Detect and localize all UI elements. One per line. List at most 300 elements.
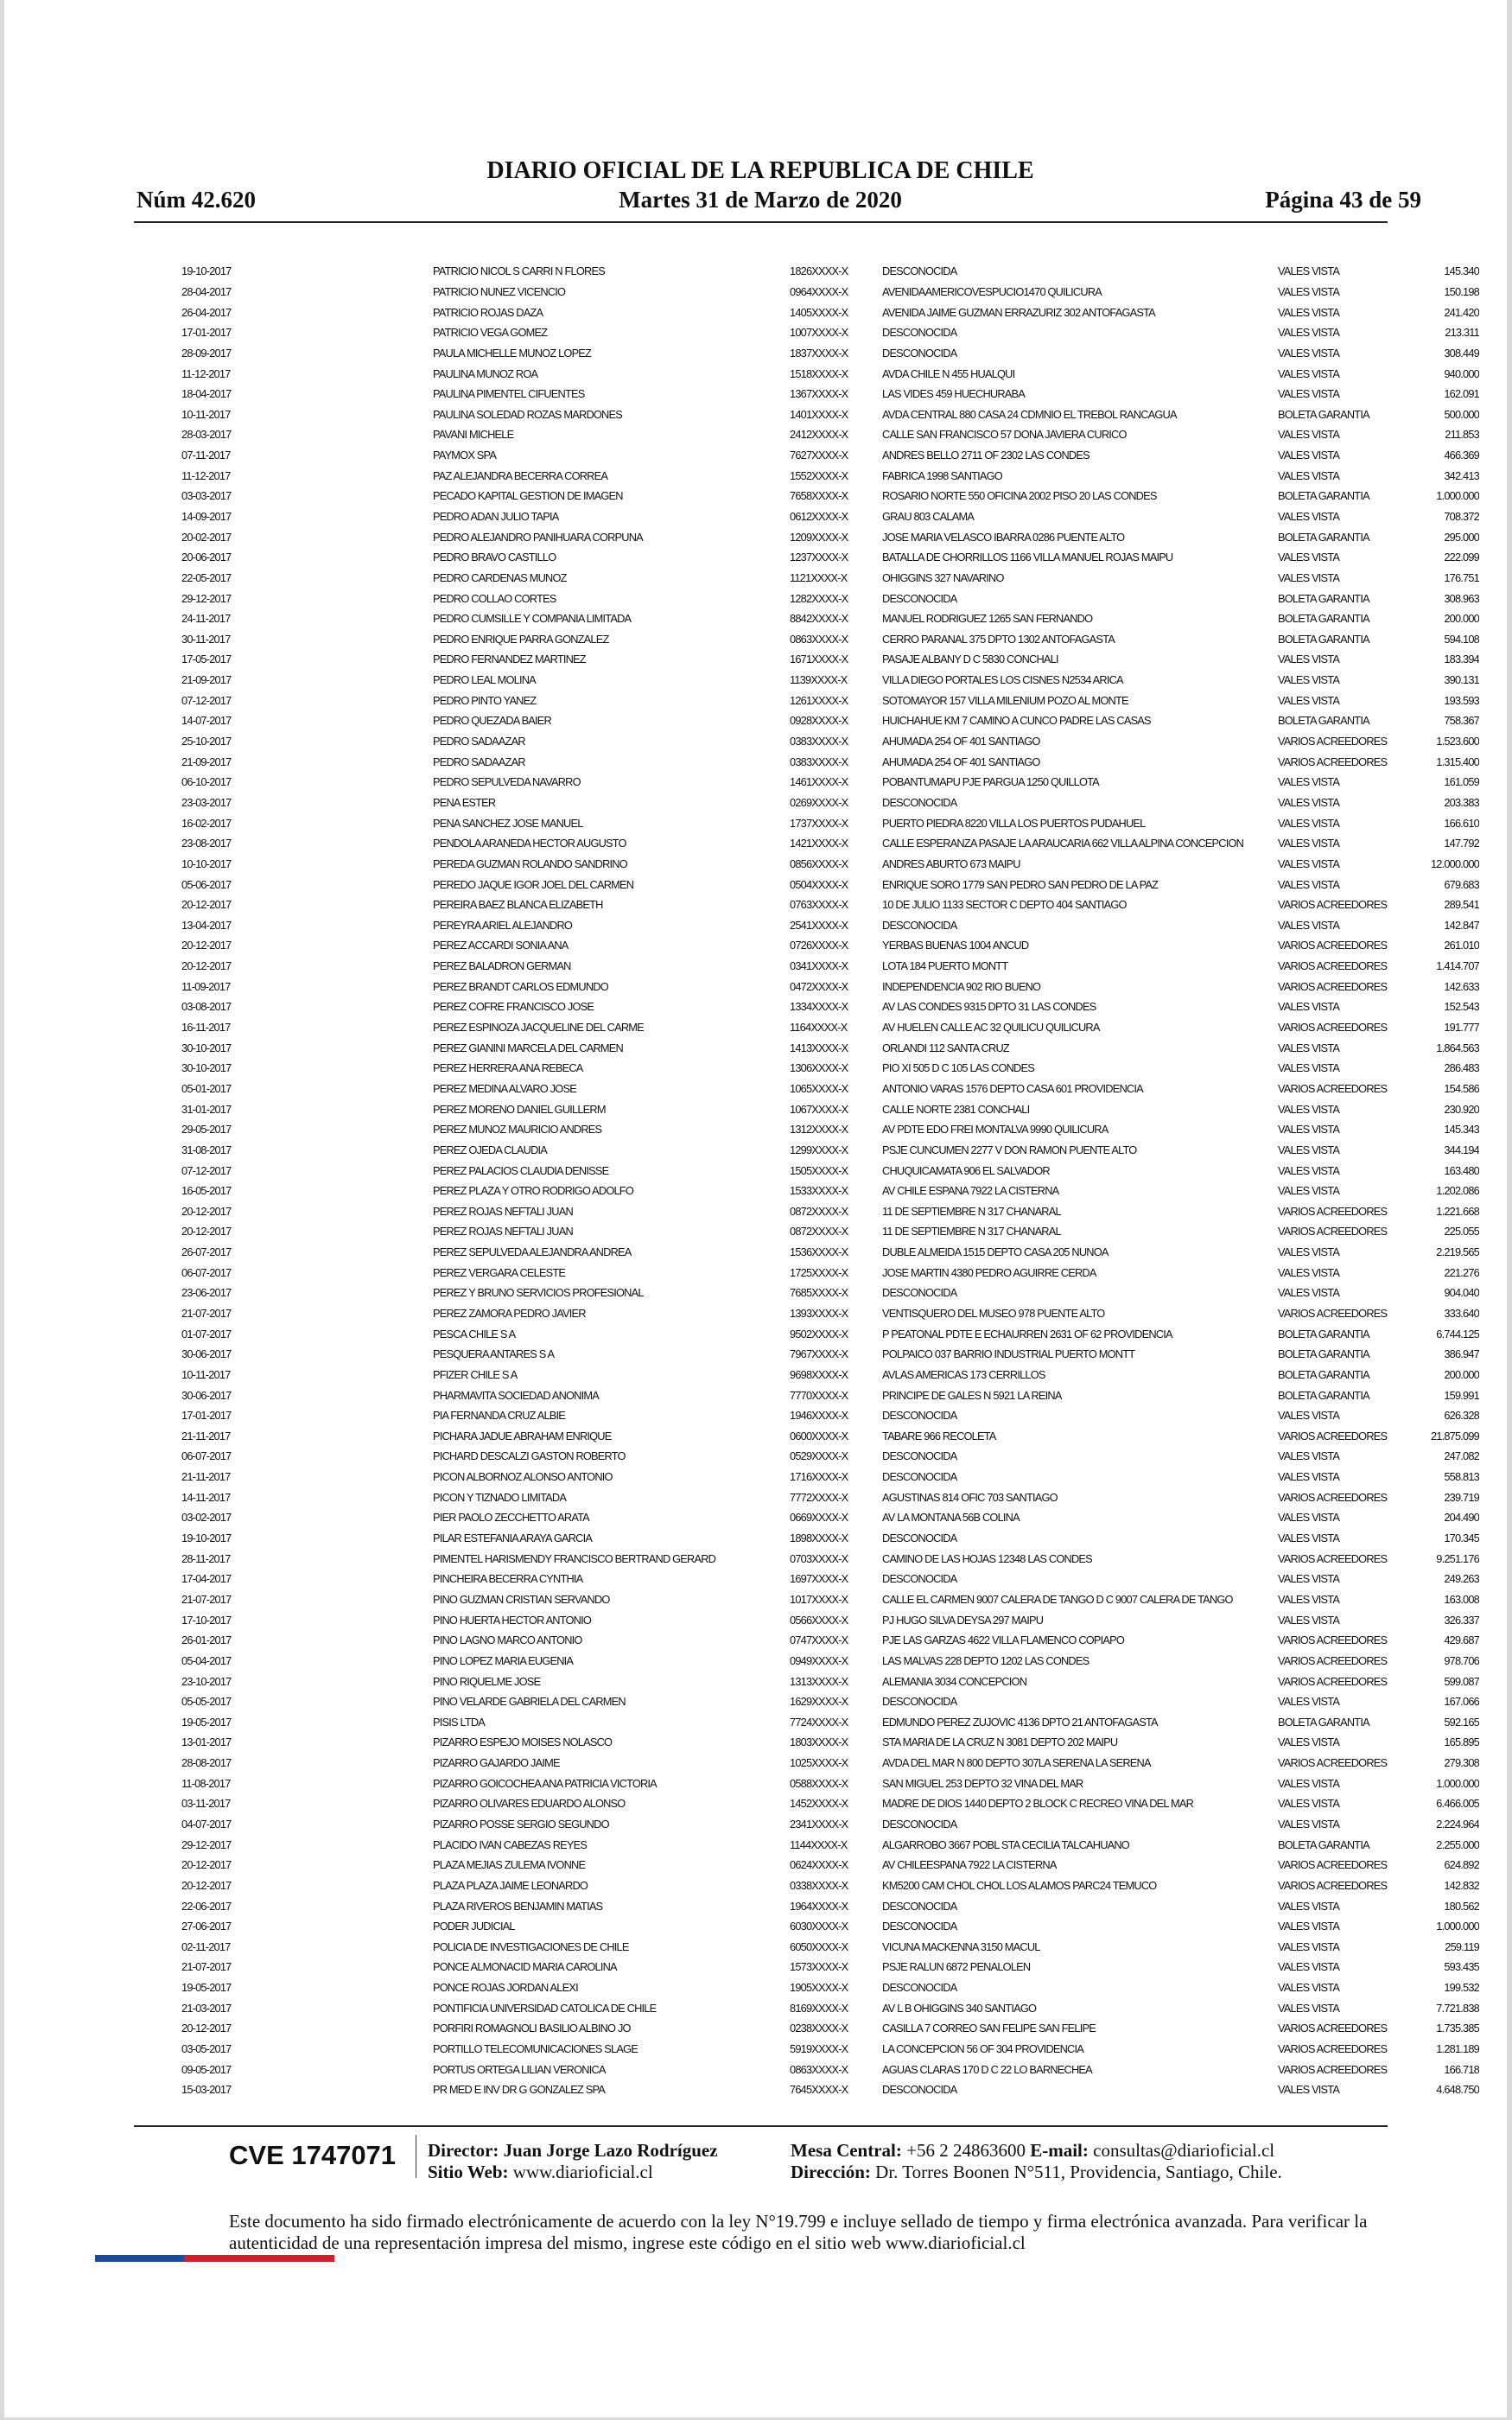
row-instrument: VALES VISTA: [1278, 857, 1340, 870]
row-address: AVDA CHILE N 455 HUALQUI: [882, 366, 1015, 380]
row-instrument: VALES VISTA: [1278, 428, 1340, 442]
row-date: 03-03-2017: [181, 489, 232, 503]
row-rut: 1452XXXX-X: [790, 1797, 848, 1811]
row-instrument: BOLETA GARANTIA: [1278, 1388, 1369, 1402]
row-name: PIZARRO POSSE SERGIO SEGUNDO: [433, 1818, 609, 1831]
row-date: 31-01-2017: [181, 1102, 232, 1116]
table-row: [4, 1303, 1479, 1324]
row-name: PEDRO CARDENAS MUNOZ: [433, 570, 567, 584]
row-date: 28-11-2017: [181, 1551, 231, 1565]
row-amount: 626.328: [1444, 1409, 1479, 1423]
row-date: 28-09-2017: [181, 346, 232, 360]
row-rut: 0566XXXX-X: [790, 1613, 848, 1627]
row-address: SOTOMAYOR 157 VILLA MILENIUM POZO AL MONTE: [882, 693, 1128, 707]
row-address: AGUSTINAS 814 OFIC 703 SANTIAGO: [882, 1490, 1058, 1504]
row-rut: 1725XXXX-X: [790, 1265, 848, 1279]
table-row: [4, 854, 1479, 875]
row-instrument: VALES VISTA: [1278, 1981, 1340, 1995]
row-address: CAMINO DE LAS HOJAS 12348 LAS CONDES: [882, 1551, 1092, 1565]
row-instrument: VALES VISTA: [1278, 653, 1340, 666]
row-address: POLPAICO 037 BARRIO INDUSTRIAL PUERTO MONTT: [882, 1347, 1135, 1361]
table-row: [4, 1528, 1479, 1549]
row-address: CALLE NORTE 2381 CONCHALI: [882, 1102, 1030, 1116]
row-instrument: VALES VISTA: [1278, 673, 1340, 687]
row-address: AV CHILE ESPANA 7922 LA CISTERNA: [882, 1184, 1059, 1198]
row-instrument: VALES VISTA: [1278, 264, 1340, 278]
row-address: BATALLA DE CHORRILLOS 1166 VILLA MANUEL ROJAS MAIPU: [882, 551, 1173, 564]
row-name: PESQUERA ANTARES S A: [433, 1347, 555, 1361]
row-amount: 261.010: [1444, 939, 1479, 952]
site-link[interactable]: www.diarioficial.cl: [512, 2162, 653, 2182]
row-address: AVDA CENTRAL 880 CASA 24 CDMNIO EL TREBOL RANCAGUA: [882, 407, 1177, 421]
row-rut: 1367XXXX-X: [790, 387, 848, 401]
row-instrument: VALES VISTA: [1278, 877, 1340, 891]
row-rut: 0872XXXX-X: [790, 1204, 848, 1218]
row-date: 20-12-2017: [181, 898, 232, 912]
row-address: GRAU 803 CALAMA: [882, 510, 975, 523]
row-name: PEDRO ADAN JULIO TAPIA: [433, 510, 559, 523]
table-row: [4, 1957, 1479, 1977]
row-rut: 1209XXXX-X: [790, 530, 848, 544]
row-instrument: VARIOS ACREEDORES: [1278, 2062, 1388, 2076]
row-address: VILLA DIEGO PORTALES LOS CISNES N2534 ARICA: [882, 673, 1123, 687]
row-rut: 0529XXXX-X: [790, 1449, 848, 1463]
table-row: [4, 956, 1479, 977]
row-instrument: VALES VISTA: [1278, 1592, 1340, 1606]
row-amount: 12.000.000: [1430, 857, 1479, 870]
table-row: [4, 1099, 1479, 1119]
table-row: [4, 445, 1479, 466]
row-instrument: BOLETA GARANTIA: [1278, 1715, 1369, 1729]
row-amount: 326.337: [1444, 1613, 1479, 1627]
row-date: 19-10-2017: [181, 1532, 232, 1545]
row-instrument: VALES VISTA: [1278, 693, 1340, 707]
row-address: ANDRES BELLO 2711 OF 2302 LAS CONDES: [882, 449, 1090, 462]
row-instrument: VALES VISTA: [1278, 468, 1340, 482]
row-date: 16-02-2017: [181, 816, 232, 830]
row-amount: 259.119: [1445, 1939, 1479, 1953]
row-name: PEDRO LEAL MOLINA: [433, 673, 536, 687]
row-amount: 7.721.838: [1436, 2001, 1479, 2015]
row-amount: 176.751: [1444, 570, 1479, 584]
row-rut: 9502XXXX-X: [790, 1327, 848, 1341]
row-name: PINO LAGNO MARCO ANTONIO: [433, 1634, 582, 1647]
row-amount: 308.963: [1444, 591, 1479, 605]
row-address: DUBLE ALMEIDA 1515 DEPTO CASA 205 NUNOA: [882, 1245, 1109, 1259]
row-address: DESCONOCIDA: [882, 1532, 957, 1545]
table-row: [4, 1344, 1479, 1365]
row-name: PATRICIO NICOL S CARRI N FLORES: [433, 264, 605, 278]
row-address: DESCONOCIDA: [882, 1695, 957, 1709]
row-instrument: VALES VISTA: [1278, 1265, 1340, 1279]
row-instrument: VALES VISTA: [1278, 449, 1340, 462]
row-rut: 1313XXXX-X: [790, 1674, 848, 1688]
table-row: [4, 1589, 1479, 1610]
row-rut: 1905XXXX-X: [790, 1981, 848, 1995]
table-row: [4, 343, 1479, 364]
table-row: [4, 1876, 1479, 1896]
row-date: 30-10-2017: [181, 1061, 232, 1075]
row-address: JOSE MARIA VELASCO IBARRA 0286 PUENTE ALTO: [882, 530, 1125, 544]
row-amount: 1.864.563: [1436, 1041, 1479, 1054]
row-rut: 1716XXXX-X: [790, 1470, 848, 1484]
row-address: PASAJE ALBANY D C 5830 CONCHALI: [882, 653, 1058, 666]
row-amount: 211.853: [1445, 428, 1479, 442]
row-instrument: VARIOS ACREEDORES: [1278, 1081, 1388, 1095]
row-address: LOTA 184 PUERTO MONTT: [882, 959, 1008, 973]
row-instrument: BOLETA GARANTIA: [1278, 1837, 1369, 1851]
table-row: [4, 793, 1479, 813]
row-instrument: BOLETA GARANTIA: [1278, 1327, 1369, 1341]
row-rut: 1282XXXX-X: [790, 591, 848, 605]
row-amount: 163.480: [1444, 1163, 1479, 1177]
row-date: 16-11-2017: [181, 1021, 231, 1035]
row-amount: 142.847: [1444, 918, 1479, 932]
table-row: [4, 710, 1479, 731]
table-row: [4, 1140, 1479, 1161]
table-row: [4, 1200, 1479, 1221]
row-name: PORFIRI ROMAGNOLI BASILIO ALBINO JO: [433, 2022, 631, 2035]
row-date: 20-12-2017: [181, 1204, 232, 1218]
row-address: AHUMADA 254 OF 401 SANTIAGO: [882, 735, 1040, 748]
row-address: AV LA MONTANA 56B COLINA: [882, 1511, 1020, 1525]
row-rut: 0338XXXX-X: [790, 1878, 848, 1892]
row-amount: 241.420: [1444, 305, 1479, 319]
row-amount: 159.991: [1444, 1388, 1479, 1402]
row-instrument: VARIOS ACREEDORES: [1278, 939, 1388, 952]
table-row: [4, 588, 1479, 608]
row-instrument: VALES VISTA: [1278, 1613, 1340, 1627]
row-date: 13-04-2017: [181, 918, 232, 932]
row-name: PORTUS ORTEGA LILIAN VERONICA: [433, 2062, 606, 2076]
row-date: 10-11-2017: [181, 1367, 231, 1381]
row-address: ENRIQUE SORO 1779 SAN PEDRO SAN PEDRO DE LA PAZ: [882, 877, 1159, 891]
row-instrument: VARIOS ACREEDORES: [1278, 1429, 1388, 1442]
row-rut: 0872XXXX-X: [790, 1225, 848, 1239]
row-address: JOSE MARTIN 4380 PEDRO AGUIRRE CERDA: [882, 1265, 1096, 1279]
row-amount: 6.466.005: [1436, 1797, 1479, 1811]
row-address: CALLE ESPERANZA PASAJE LA ARAUCARIA 662 VILLA ALPINA CONCEPCION: [882, 837, 1244, 850]
row-rut: 7772XXXX-X: [790, 1490, 848, 1504]
address-value: Dr. Torres Boonen N°511, Providencia, Santiago, Chile.: [875, 2162, 1282, 2182]
row-instrument: BOLETA GARANTIA: [1278, 632, 1369, 646]
row-rut: 1413XXXX-X: [790, 1041, 848, 1054]
row-rut: 6050XXXX-X: [790, 1939, 848, 1953]
row-instrument: VALES VISTA: [1278, 1470, 1340, 1484]
table-row: [4, 1365, 1479, 1385]
table-row: [4, 526, 1479, 547]
row-name: PAVANI MICHELE: [433, 428, 514, 442]
table-row: [4, 1446, 1479, 1467]
header-rule: [134, 221, 1388, 223]
row-amount: 1.000.000: [1436, 1920, 1479, 1933]
row-name: PLAZA PLAZA JAIME LEONARDO: [433, 1878, 588, 1892]
table-row: [4, 1773, 1479, 1793]
row-rut: 0588XXXX-X: [790, 1776, 848, 1790]
row-name: PEDRO QUEZADA BAIER: [433, 714, 551, 728]
row-address: FABRICA 1998 SANTIAGO: [882, 468, 1002, 482]
row-date: 26-07-2017: [181, 1245, 232, 1259]
row-date: 22-05-2017: [181, 570, 232, 584]
row-name: PEDRO COLLAO CORTES: [433, 591, 556, 605]
row-rut: 6030XXXX-X: [790, 1920, 848, 1933]
row-amount: 308.449: [1444, 346, 1479, 360]
row-name: PINO RIQUELME JOSE: [433, 1674, 541, 1688]
row-instrument: VALES VISTA: [1278, 1163, 1340, 1177]
row-date: 17-01-2017: [181, 1409, 232, 1423]
row-address: ANDRES ABURTO 673 MAIPU: [882, 857, 1020, 870]
row-name: PAULINA SOLEDAD ROZAS MARDONES: [433, 407, 622, 421]
row-name: PEREZ SEPULVEDA ALEJANDRA ANDREA: [433, 1245, 632, 1259]
row-date: 04-07-2017: [181, 1818, 232, 1831]
row-rut: 7658XXXX-X: [790, 489, 848, 503]
row-date: 30-11-2017: [181, 632, 231, 646]
table-row: [4, 363, 1479, 384]
row-date: 03-08-2017: [181, 1000, 232, 1014]
row-rut: 7685XXXX-X: [790, 1286, 848, 1300]
row-amount: 161.059: [1444, 775, 1479, 789]
row-amount: 199.532: [1444, 1981, 1479, 1995]
table-row: [4, 261, 1479, 282]
flag-stripe-blue: [95, 2255, 184, 2262]
row-address: 10 DE JULIO 1133 SECTOR C DEPTO 404 SANTIAGO: [882, 898, 1127, 912]
row-date: 05-01-2017: [181, 1081, 232, 1095]
email-link[interactable]: consultas@diarioficial.cl: [1093, 2140, 1275, 2161]
row-amount: 239.719: [1444, 1490, 1479, 1504]
row-instrument: VALES VISTA: [1278, 1939, 1340, 1953]
row-rut: 0600XXXX-X: [790, 1429, 848, 1442]
row-amount: 150.198: [1444, 284, 1479, 298]
row-address: CALLE SAN FRANCISCO 57 DONA JAVIERA CURICO: [882, 428, 1127, 442]
row-rut: 1533XXXX-X: [790, 1184, 848, 1198]
row-date: 26-01-2017: [181, 1634, 232, 1647]
table-row: [4, 649, 1479, 670]
row-name: PICHARA JADUE ABRAHAM ENRIQUE: [433, 1429, 612, 1442]
row-amount: 594.108: [1444, 632, 1479, 646]
row-address: AGUAS CLARAS 170 D C 22 LO BARNECHEA: [882, 2062, 1092, 2076]
newspaper-title: DIARIO OFICIAL DE LA REPUBLICA DE CHILE: [486, 157, 1034, 184]
row-rut: 1837XXXX-X: [790, 346, 848, 360]
row-rut: 1461XXXX-X: [790, 775, 848, 789]
row-name: PEDRO FERNANDEZ MARTINEZ: [433, 653, 586, 666]
row-rut: 1312XXXX-X: [790, 1123, 848, 1137]
row-instrument: VALES VISTA: [1278, 366, 1340, 380]
row-amount: 558.813: [1444, 1470, 1479, 1484]
row-name: PEDRO SADAAZAR: [433, 755, 525, 768]
row-instrument: VALES VISTA: [1278, 570, 1340, 584]
row-name: PAYMOX SPA: [433, 449, 497, 462]
row-amount: 21.875.099: [1430, 1429, 1479, 1442]
row-name: PINCHEIRA BECERRA CYNTHIA: [433, 1572, 583, 1586]
row-rut: 1144XXXX-X: [790, 1837, 848, 1851]
row-rut: 1421XXXX-X: [790, 837, 848, 850]
row-rut: 0763XXXX-X: [790, 898, 848, 912]
row-date: 06-07-2017: [181, 1449, 232, 1463]
row-address: EDMUNDO PEREZ ZUJOVIC 4136 DPTO 21 ANTOFAGASTA: [882, 1715, 1158, 1729]
row-address: AV PDTE EDO FREI MONTALVA 9990 QUILICURA: [882, 1123, 1109, 1137]
row-name: PESCA CHILE S A: [433, 1327, 516, 1341]
row-name: PFIZER CHILE S A: [433, 1367, 518, 1381]
table-row: [4, 1242, 1479, 1263]
row-date: 27-06-2017: [181, 1920, 232, 1933]
row-instrument: VALES VISTA: [1278, 1000, 1340, 1014]
row-rut: 0504XXXX-X: [790, 877, 848, 891]
row-address: AVENIDAAMERICOVESPUCIO1470 QUILICURA: [882, 284, 1102, 298]
row-instrument: VALES VISTA: [1278, 1776, 1340, 1790]
row-amount: 183.394: [1444, 653, 1479, 666]
address-label: Dirección:: [791, 2162, 871, 2182]
row-rut: 0928XXXX-X: [790, 714, 848, 728]
row-instrument: VALES VISTA: [1278, 795, 1340, 809]
row-amount: 142.633: [1444, 979, 1479, 993]
row-name: PONTIFICIA UNIVERSIDAD CATOLICA DE CHILE: [433, 2001, 657, 2015]
row-rut: 0863XXXX-X: [790, 2062, 848, 2076]
table-row: [4, 1916, 1479, 1937]
row-date: 17-05-2017: [181, 653, 232, 666]
row-date: 07-12-2017: [181, 1163, 232, 1177]
row-name: PILAR ESTEFANIA ARAYA GARCIA: [433, 1532, 593, 1545]
row-amount: 145.343: [1444, 1123, 1479, 1137]
row-rut: 0726XXXX-X: [790, 939, 848, 952]
row-address: DESCONOCIDA: [882, 1470, 957, 1484]
table-row: [4, 1711, 1479, 1732]
row-date: 29-12-2017: [181, 1837, 232, 1851]
row-amount: 200.000: [1444, 612, 1479, 626]
table-row: [4, 690, 1479, 710]
row-rut: 1261XXXX-X: [790, 693, 848, 707]
row-instrument: BOLETA GARANTIA: [1278, 407, 1369, 421]
row-date: 15-03-2017: [181, 2083, 232, 2097]
issue-number: Núm 42.620: [137, 187, 257, 213]
row-amount: 147.792: [1444, 837, 1479, 850]
row-amount: 200.000: [1444, 1367, 1479, 1381]
row-address: AV CHILEESPANA 7922 LA CISTERNA: [882, 1858, 1057, 1872]
table-row: [4, 1814, 1479, 1835]
table-row: [4, 1037, 1479, 1058]
row-name: PEDRO ENRIQUE PARRA GONZALEZ: [433, 632, 609, 646]
row-date: 21-09-2017: [181, 673, 232, 687]
row-date: 20-12-2017: [181, 939, 232, 952]
table-row: [4, 976, 1479, 997]
row-amount: 193.593: [1444, 693, 1479, 707]
row-rut: 7770XXXX-X: [790, 1388, 848, 1402]
table-row: [4, 1732, 1479, 1753]
row-name: PECADO KAPITAL GESTION DE IMAGEN: [433, 489, 623, 503]
table-row: [4, 1283, 1479, 1303]
row-date: 18-04-2017: [181, 387, 232, 401]
cve-code: CVE 1747071: [229, 2140, 397, 2170]
row-date: 19-05-2017: [181, 1981, 232, 1995]
row-rut: 5919XXXX-X: [790, 2042, 848, 2056]
row-amount: 2.224.964: [1436, 1818, 1479, 1831]
row-rut: 1007XXXX-X: [790, 326, 848, 340]
row-rut: 7627XXXX-X: [790, 449, 848, 462]
row-date: 20-12-2017: [181, 1225, 232, 1239]
legal-notice: Este documento ha sido firmado electrónicamente de acuerdo con la ley N°19.799 e incluye sellado de tiempo y firma electrónica avanzada. Para verificar la autenticidad de una representación impresa del mismo, ingrese este código en el sitio web www.diarioficial.cl: [229, 2211, 1368, 2253]
row-date: 14-07-2017: [181, 714, 232, 728]
row-address: DESCONOCIDA: [882, 326, 957, 340]
row-amount: 2.219.565: [1436, 1245, 1479, 1259]
row-instrument: BOLETA GARANTIA: [1278, 714, 1369, 728]
row-rut: 1671XXXX-X: [790, 653, 848, 666]
row-rut: 9698XXXX-X: [790, 1367, 848, 1381]
row-amount: 429.687: [1444, 1634, 1479, 1647]
row-amount: 1.000.000: [1436, 1776, 1479, 1790]
row-rut: 1946XXXX-X: [790, 1409, 848, 1423]
row-address: SAN MIGUEL 253 DEPTO 32 VINA DEL MAR: [882, 1776, 1083, 1790]
table-row: [4, 1651, 1479, 1672]
row-date: 23-06-2017: [181, 1286, 232, 1300]
row-instrument: VALES VISTA: [1278, 387, 1340, 401]
row-instrument: VALES VISTA: [1278, 816, 1340, 830]
director-label: Director:: [428, 2140, 499, 2161]
row-amount: 289.541: [1444, 898, 1479, 912]
table-row: [4, 2079, 1479, 2100]
row-amount: 4.648.750: [1436, 2083, 1479, 2097]
row-amount: 342.413: [1444, 468, 1479, 482]
row-instrument: VALES VISTA: [1278, 1797, 1340, 1811]
row-instrument: VALES VISTA: [1278, 1899, 1340, 1913]
table-row: [4, 1937, 1479, 1958]
table-row: [4, 1323, 1479, 1344]
row-name: PINO LOPEZ MARIA EUGENIA: [433, 1653, 574, 1667]
row-amount: 191.777: [1444, 1021, 1479, 1035]
row-date: 20-12-2017: [181, 2022, 232, 2035]
row-amount: 624.892: [1444, 1858, 1479, 1872]
row-rut: 1401XXXX-X: [790, 407, 848, 421]
table-row: [4, 1569, 1479, 1589]
table-row: [4, 1834, 1479, 1855]
row-instrument: VARIOS ACREEDORES: [1278, 1756, 1388, 1770]
table-row: [4, 302, 1479, 322]
table-row: [4, 1691, 1479, 1712]
row-amount: 344.194: [1444, 1143, 1479, 1156]
row-address: DESCONOCIDA: [882, 1286, 957, 1300]
row-rut: 0949XXXX-X: [790, 1653, 848, 1667]
row-instrument: VALES VISTA: [1278, 1572, 1340, 1586]
table-row: [4, 1405, 1479, 1426]
row-date: 09-05-2017: [181, 2062, 232, 2076]
table-row: [4, 1487, 1479, 1507]
row-name: PEDRO SADAAZAR: [433, 735, 525, 748]
row-name: PEREZ PALACIOS CLAUDIA DENISSE: [433, 1163, 609, 1177]
row-instrument: VARIOS ACREEDORES: [1278, 1306, 1388, 1320]
row-date: 11-08-2017: [181, 1776, 231, 1790]
row-date: 21-07-2017: [181, 1960, 232, 1974]
row-address: KM5200 CAM CHOL CHOL LOS ALAMOS PARC24 TEMUCO: [882, 1878, 1157, 1892]
row-date: 23-03-2017: [181, 795, 232, 809]
row-name: PEDRO CUMSILLE Y COMPANIA LIMITADA: [433, 612, 632, 626]
row-address: DESCONOCIDA: [882, 346, 957, 360]
row-rut: 1121XXXX-X: [790, 570, 848, 584]
row-date: 05-06-2017: [181, 877, 232, 891]
row-date: 19-05-2017: [181, 1715, 232, 1729]
row-address: DESCONOCIDA: [882, 1572, 957, 1586]
table-row: [4, 1262, 1479, 1283]
director-name: Juan Jorge Lazo Rodríguez: [503, 2140, 718, 2161]
row-amount: 286.483: [1444, 1061, 1479, 1075]
row-address: AVLAS AMERICAS 173 CERRILLOS: [882, 1367, 1045, 1381]
page-indicator: Página 43 de 59: [1265, 187, 1421, 213]
row-rut: 0341XXXX-X: [790, 959, 848, 973]
row-amount: 142.832: [1444, 1878, 1479, 1892]
row-date: 03-05-2017: [181, 2042, 232, 2056]
row-amount: 1.000.000: [1436, 489, 1479, 503]
row-date: 21-07-2017: [181, 1306, 232, 1320]
table-row: [4, 915, 1479, 936]
row-name: PR MED E INV DR G GONZALEZ SPA: [433, 2083, 606, 2097]
row-name: PEDRO SEPULVEDA NAVARRO: [433, 775, 581, 789]
